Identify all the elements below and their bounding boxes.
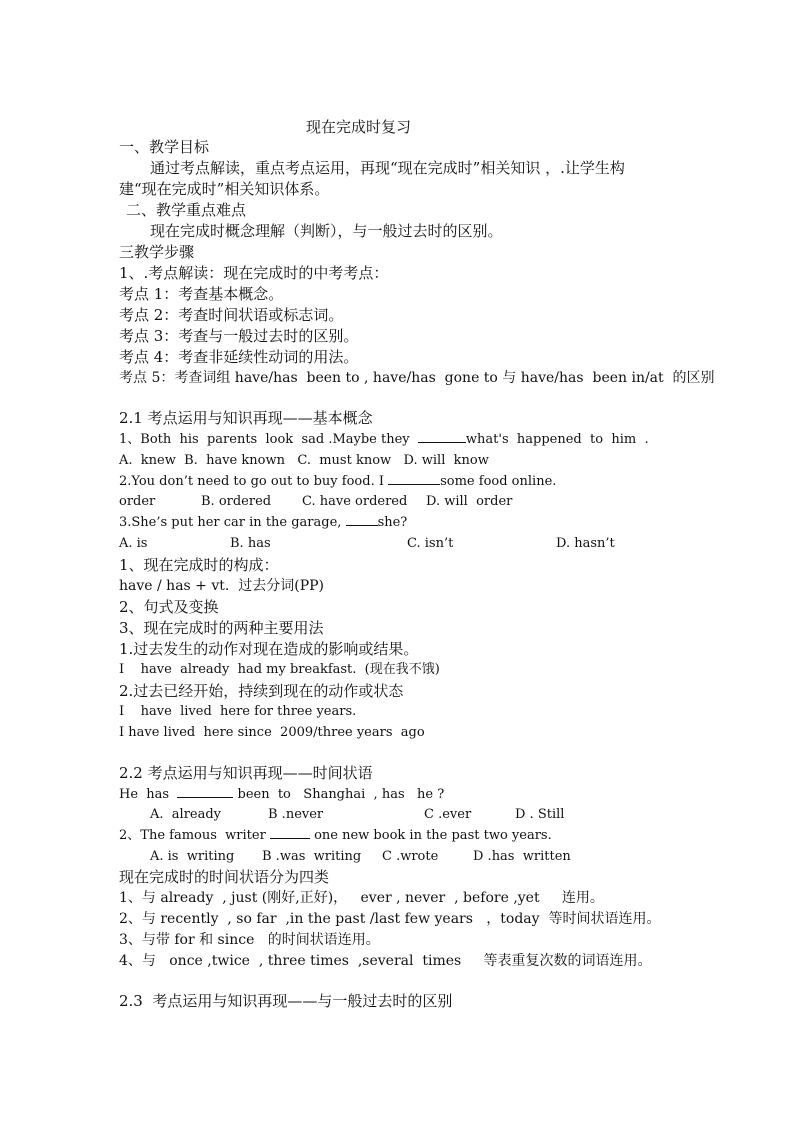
question-3-option: D. hasn’t bbox=[556, 536, 615, 551]
adverbial-heading: 现在完成时的时间状语分为四类 bbox=[119, 868, 330, 886]
question-3-part2: she? bbox=[377, 515, 408, 530]
page-title: 现在完成时复习 bbox=[306, 118, 412, 136]
question-4-option: A. already bbox=[150, 807, 222, 822]
answer-blank bbox=[418, 442, 466, 443]
adverbial-item: 3、与带 for 和 since 的时间状语连用。 bbox=[119, 932, 380, 948]
section-1-text-line1: 通过考点解读，重点考点运用，再现“现在完成时”相关知识 ，.让学生构 bbox=[150, 159, 625, 177]
answer-blank bbox=[346, 525, 378, 526]
question-3 bbox=[119, 513, 407, 533]
question-1-part1: 1、Both his parents look sad .Maybe they bbox=[119, 432, 418, 447]
section-2-text: 现在完成时概念理解（判断），与一般过去时的区别。 bbox=[150, 222, 503, 240]
structure-formula: have / has + vt. 过去分词(PP) bbox=[119, 578, 325, 594]
question-4-option: D . Still bbox=[515, 807, 565, 822]
question-2-option: C. have ordered bbox=[302, 494, 408, 509]
question-3-option: A. is bbox=[119, 536, 148, 551]
kaodian-item: 考点 1：考查基本概念。 bbox=[119, 285, 284, 303]
kaodian-item: 考点 5：考查词组 have/has been to , have/has gone to 与 have/has been in/at 的区别 bbox=[119, 370, 715, 386]
question-2-option: order bbox=[119, 494, 156, 509]
question-5-option: B .was writing bbox=[262, 849, 362, 864]
usage-1: 1.过去发生的动作对现在造成的影响或结果。 bbox=[119, 640, 419, 658]
section-2-3-heading: 2.3 考点运用与知识再现——与一般过去时的区别 bbox=[119, 992, 453, 1010]
sentence-patterns-heading: 2、句式及变换 bbox=[119, 598, 219, 616]
usage-2-example: I have lived here for three years. bbox=[119, 704, 357, 719]
answer-blank bbox=[177, 797, 233, 798]
question-4-option: B .never bbox=[268, 807, 324, 822]
kaodian-item: 考点 3：考查与一般过去时的区别。 bbox=[119, 327, 359, 345]
question-5-part1: 2、The famous writer bbox=[119, 828, 270, 843]
section-3-heading: 三教学步骤 bbox=[119, 243, 195, 261]
answer-blank bbox=[388, 484, 440, 485]
kaodian-item: 考点 2：考查时间状语或标志词。 bbox=[119, 306, 344, 324]
question-1-part2: what's happened to him . bbox=[465, 432, 649, 447]
section-1-text-line2: 建“现在完成时”相关知识体系。 bbox=[119, 180, 330, 198]
section-2-2-heading: 2.2 考点运用与知识再现——时间状语 bbox=[119, 764, 373, 782]
section-1-heading: 一、教学目标 bbox=[119, 138, 210, 156]
usage-heading: 3、现在完成时的两种主要用法 bbox=[119, 619, 324, 637]
question-5 bbox=[119, 826, 552, 846]
section-2-heading: 二、教学重点难点 bbox=[126, 201, 247, 219]
section-2-1-heading: 2.1 考点运用与知识再现——基本概念 bbox=[119, 409, 373, 427]
usage-2: 2.过去已经开始，持续到现在的动作或状态 bbox=[119, 682, 404, 700]
kaodian-item: 考点 4：考查非延续性动词的用法。 bbox=[119, 348, 359, 366]
usage-1-example: I have already had my breakfast. (现在我不饿) bbox=[119, 662, 440, 677]
question-3-option: B. has bbox=[230, 536, 271, 551]
adverbial-item: 4、与 once ,twice , three times ,several times 等表重复次数的词语连用。 bbox=[119, 953, 652, 969]
usage-2-example: I have lived here since 2009/three years ago bbox=[119, 725, 425, 740]
question-1 bbox=[119, 430, 649, 450]
question-5-part2: one new book in the past two years. bbox=[309, 828, 552, 843]
question-5-option: A. is writing bbox=[150, 849, 235, 864]
question-5-option: C .wrote bbox=[382, 849, 439, 864]
answer-blank bbox=[270, 838, 310, 839]
question-2-option: D. will order bbox=[426, 494, 513, 509]
question-2-part2: some food online. bbox=[440, 474, 557, 489]
question-4-part1: He has bbox=[119, 787, 178, 802]
question-3-option: C. isn’t bbox=[407, 536, 454, 551]
step-1-heading: 1、.考点解读：现在完成时的中考考点： bbox=[119, 264, 389, 282]
question-1-options: A. knew B. have known C. must know D. will know bbox=[119, 453, 489, 468]
adverbial-item: 2、与 recently , so far ,in the past /last few years ，today 等时间状语连用。 bbox=[119, 911, 661, 927]
question-4-part2: been to Shanghai , has he ? bbox=[233, 787, 445, 802]
question-2-part1: 2.You don’t need to go out to buy food. I bbox=[119, 474, 389, 489]
structure-heading: 1、现在完成时的构成： bbox=[119, 556, 279, 574]
question-2 bbox=[119, 472, 556, 492]
question-3-part1: 3.She’s put her car in the garage, bbox=[119, 515, 346, 530]
question-4-option: C .ever bbox=[424, 807, 472, 822]
adverbial-item: 1、与 already , just (刚好,正好)， ever , never , before ,yet 连用。 bbox=[119, 890, 604, 906]
question-5-option: D .has written bbox=[473, 849, 571, 864]
question-2-option: B. ordered bbox=[201, 494, 272, 509]
question-4 bbox=[119, 785, 444, 805]
